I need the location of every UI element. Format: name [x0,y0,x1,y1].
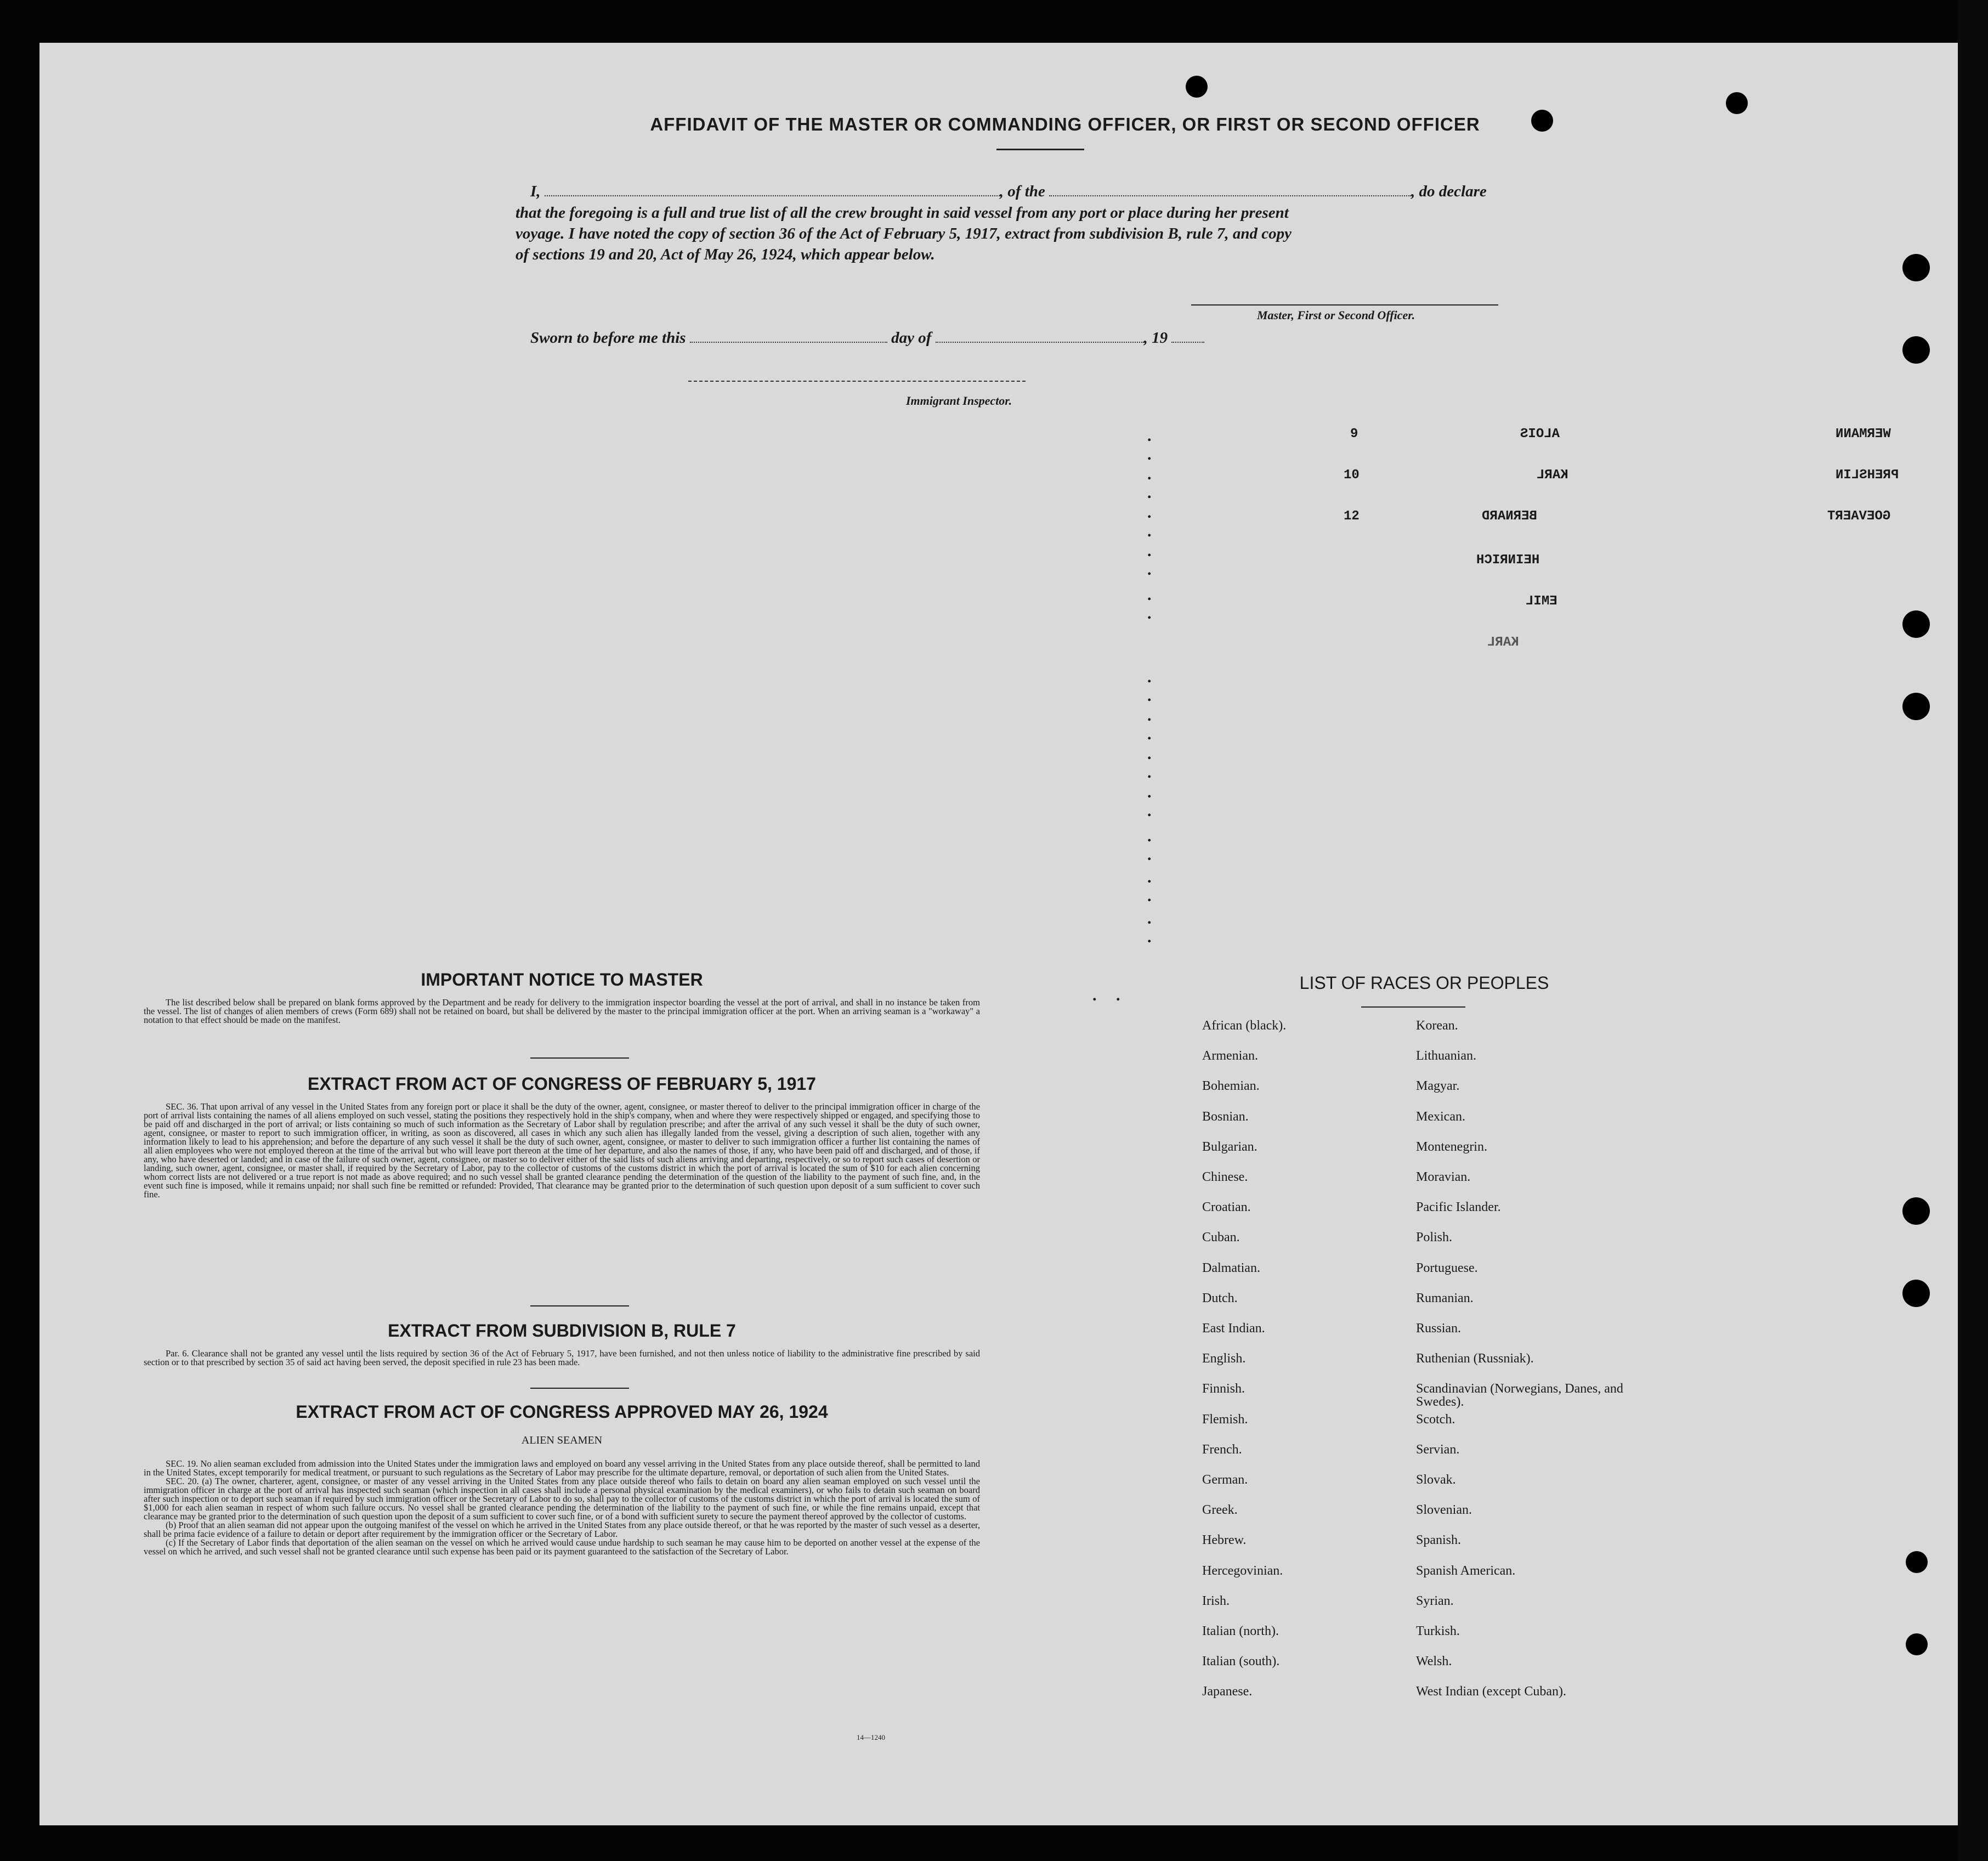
race-item: Lithuanian. [1416,1049,1476,1064]
race-item: French. [1202,1442,1242,1457]
race-item: West Indian (except Cuban). [1416,1684,1566,1699]
affidavit-line-2: that the foregoing is a full and true list of all the crew brought in said vessel from any port or place during her present [516,204,1289,222]
name-blank [545,195,1000,196]
master-caption: Master, First or Second Officer. [1257,308,1415,322]
race-item: Mexican. [1416,1109,1465,1124]
extract-1917-text: SEC. 36. That upon arrival of any vessel in the United States from any foreign port or place it shall be the duty of the owner, agent, consignee, or master thereof to deliver to the principal immigration officer in charge of the port of arrival lists containing the names of all aliens employed on such vessel, stating the positions they respectively hold in the ship's company, when and where they were respectively shipped or engaged, and specifying those to be paid off and discharged in the port of arrival; or lists containing so much of such information as the Secretary of Labor shall by regulation prescribe; and after the arrival of any such vessel it shall be the duty of such owner, agent, consignee, or master to report to such immigration officer, in writing, as soon as discovered, all cases in which any such alien has illegally landed from the vessel, giving a description of such alien, together with any information likely to lead to his apprehension; and before the departure of any such vessel it shall be the duty of such owner, agent, consignee, or master to deliver to such immigration officer a further list containing the names of all alien employees who were not employed thereon at the time of the arrival but who will leave port thereon at the time of her departure, and also the names of those, if any, who have been paid off and discharged, and of those, if any, who have deserted or landed; and in case of the failure of such owner, agent, consignee, or master so to deliver either of the said lists of such aliens arriving and departing, respectively, or so to report such cases of desertion or landing, such owner, agent, consignee, or master shall, if required by the Secretary of Labor, pay to the collector of customs of the customs district in which the port of arrival is located the sum of $10 for each alien concerning whom correct lists are not delivered or a true report is not made as above required; and no such vessel shall be granted clearance pending the determination of the question of the liability to the payment of such fine, and, in the event such fine is imposed, while it remains unpaid; nor shall such fine be remitted or refunded: Provided, That clearance may be granted prior to the determination of such question upon deposit of a sum sufficient to cover such fine. [144,1101,980,1200]
notice-text: The list described below shall be prepared on blank forms approved by the Department and be ready for delivery to the immigration inspector boarding the vessel at the port of arrival, and shall in no instance be taken from the vessel. The list of changes of alien members of crews (Form 689) shall not be retained on board, but shall be delivered by the master to the principal immigration officer at the port. When an arriving seaman is a "workaway" a notation to that effect should be made on the manifest. [144,997,980,1025]
race-item: Bohemian. [1202,1079,1260,1094]
sworn-year-blank [1171,341,1204,343]
race-item: Italian (south). [1202,1654,1280,1669]
races-title: LIST OF RACES OR PEOPLES [1299,973,1549,993]
race-item: Rumanian. [1416,1291,1474,1305]
race-item: Chinese. [1202,1170,1248,1184]
punch-hole [1186,76,1208,98]
divider [530,1057,629,1059]
race-item: Scotch. [1416,1412,1455,1427]
affidavit-line-3: voyage. I have noted the copy of section 36 of the Act of February 5, 1917, extract from subdivision B, rule 7, and copy [516,225,1292,242]
race-item: Greek. [1202,1503,1238,1518]
punch-hole [1906,1633,1928,1655]
race-item: Magyar. [1416,1079,1460,1094]
race-item: Russian. [1416,1321,1462,1336]
race-item: Flemish. [1202,1412,1248,1427]
race-item: Spanish American. [1416,1563,1516,1578]
race-item: Hebrew. [1202,1533,1247,1548]
race-item: Slovak. [1416,1473,1456,1487]
race-item: Armenian. [1202,1049,1258,1064]
race-item: Moravian. [1416,1170,1471,1184]
race-item: African (black). [1202,1019,1287,1033]
punch-hole [1726,92,1748,114]
affidavit-line-1: I, , of the , do declare [530,183,1487,200]
race-item: Bulgarian. [1202,1139,1258,1154]
affidavit-title: AFFIDAVIT OF THE MASTER OR COMMANDING OFFICER, OR FIRST OR SECOND OFFICER [650,114,1480,134]
race-item: Turkish. [1416,1624,1460,1638]
extract-1924-title: EXTRACT FROM ACT OF CONGRESS APPROVED MAY 26, 1924 [296,1402,828,1422]
race-item: Dalmatian. [1202,1260,1260,1275]
race-item: Scandinavian (Norwegians, Danes, and Swedes). [1416,1382,1623,1410]
sworn-line: Sworn to before me this day of , 19 [530,329,1204,347]
race-item: Montenegrin. [1416,1139,1487,1154]
affidavit-line-4: of sections 19 and 20, Act of May 26, 1924, which appear below. [516,246,935,263]
punch-hole [1902,1197,1930,1225]
extract-rule7-title: EXTRACT FROM SUBDIVISION B, RULE 7 [388,1321,736,1340]
race-item: Croatian. [1202,1200,1251,1215]
punch-hole [1531,110,1553,132]
race-item: Portuguese. [1416,1260,1478,1275]
punch-hole [1902,1280,1930,1307]
race-item: Italian (north). [1202,1624,1279,1638]
race-item: Slovenian. [1416,1503,1472,1518]
race-item: Dutch. [1202,1291,1238,1305]
punch-hole [1902,693,1930,720]
race-item: Syrian. [1416,1593,1454,1608]
punch-hole [1902,336,1930,364]
sec-20c: (c) If the Secretary of Labor finds that deportation of the alien seaman on the vessel on which he arrived would cause undue hardship to such seaman he may cause him to be deported on another vessel at the expense of the vessel on which he arrived, and such vessel shall not be granted clearance until such expense has been paid or its payment guaranteed to the satisfaction of the Secretary of Labor. [144,1537,980,1557]
punch-hole [1906,1551,1928,1573]
race-item: Irish. [1202,1593,1230,1608]
scan-border [1958,0,1988,1861]
divider [530,1305,629,1306]
race-item: Ruthenian (Russniak). [1416,1351,1534,1366]
race-item: Pacific Islander. [1416,1200,1501,1215]
title-rule [996,149,1084,150]
document-page: AFFIDAVIT OF THE MASTER OR COMMANDING OFFICER, OR FIRST OR SECOND OFFICER I, , of the , do declare that the foregoing is a full and true list of all the crew brought in said vessel from any port or place during her present voyage. I have noted the copy of section 36 of the Act of February 5, 1917, extract from subdivision B, rule 7, and copy of sections 19 and 20, Act of May 26, 1924, which appear below. Master, First or Second Officer. Sworn to before me this day of , 19 Immigrant Inspector. WERMANN ALOIS 9 PREHSLIN KARL 10 GOEVAERT BERNARD 12 HEINRICH EMIL KARL . . . . . . . . . . . . . . . . . . . . . . . . . . IMPORTANT NOTICE TO MASTER The list described below shall be prepared on blank forms approved by the Department and be ready for delivery to the immigration inspector boarding the vessel at the port of arrival, and shall in no instance be taken from the vessel. The list of changes of alien members of crews (Form 689) shall not be retained on board, but shall be delivered by the master to the principal immigration officer at the port. When an arriving seaman is a "workaway" a notation to that effect should be made on the manifest. EXTRACT FROM ACT OF CONGRESS OF FEBRUARY 5, 1917 SEC. 36. That upon arrival of any vessel in the United States from any foreign port or place it shall be the duty of the owner, agent, consignee, or master thereof to deliver to the principal immigration officer in charge of the port of arrival lists containing the names of all aliens employed on such vessel, stating the positions they respectively hold in the ship's company, when and where they were respectively shipped or engaged, and specifying those to be paid off and discharged in the port of arrival; or lists containing so much of such information as the Secretary of Labor shall by regulation prescribe; and after the arrival of any such vessel it shall be the duty of such owner, agent, consignee, or master to report to such immigration officer, in writing, as soon as discovered, all cases in which any such alien has illegally landed from the vessel, giving a description of such alien, together with any information likely to lead to his apprehension; and before the departure of any such vessel it shall be the duty of such owner, agent, consignee, or master to deliver to such immigration officer a further list containing the names of all alien employees who were not employed thereon at the time of the arrival but who will leave port thereon at the time of her departure, and also the names of those, if any, who have been paid off and discharged, and of those, if any, who have deserted or landed; and in case of the failure of such owner, agent, consignee, or master so to deliver either of the said lists of such aliens arriving and departing, respectively, or so to report such cases of desertion or landing, such owner, agent, consignee, or master shall, if required by the Secretary of Labor, pay to the collector of customs of the customs district in which the port of arrival is located the sum of $10 for each alien concerning whom correct lists are not delivered or a true report is not made as above required; and no such vessel shall be granted clearance pending the determination of the question of the liability to the payment of such fine, and, in the event such fine is imposed, while it remains unpaid; nor shall such fine be remitted or refunded: Provided, That clearance may be granted prior to the determination of such question upon deposit of a sum sufficient to cover such fine. EXTRACT FROM SUBDIVISION B, RULE 7 Par. 6. Clearance shall not be granted any vessel until the lists required by section 36 of the Act of February 5, 1917, have been furnished, and not then unless notice of liability to the administrative fine prescribed by said section or to that prescribed by section 35 of said act having been served, the deposit specified in rule 23 has been made. EXTRACT FROM ACT OF CONGRESS APPROVED MAY 26, 1924 ALIEN SEAMEN SEC. 19. No alien seaman excluded from admission into the United States under the immigration laws and employed on board any vessel arriving in the United States from any place outside thereof, shall be permitted to land in the United States, except temporarily for medical treatment, or pursuant to such regulations as the Secretary of Labor may prescribe for the ultimate departure, removal, or deportation of such alien from the United States. SEC. 20. (a) The owner, charterer, agent, consignee, or master of any vessel arriving in the United States from any place outside thereof who fails to detain on board any alien seaman employed on such vessel until the immigration officer in charge at the port of arrival has inspected such seaman (which inspection in all cases shall include a personal physical examination by the medical examiners), or who fails to detain such seaman on board after such inspection or to deport such seaman if required by such immigration officer or the Secretary of Labor to do so, shall pay to the collector of customs of the customs district in which the port of arrival is located the sum of $1,000 for each alien seaman in respect of whom such failure occurs. No vessel shall be granted clearance pending the determination of the liability to the payment of such fine, or while the fine remains unpaid, except that clearance may be granted prior to the determination of such question upon the deposit of a sum sufficient to cover such fine, or of a bond with sufficient surety to secure the payment thereof approved by the collector of customs. (b) Proof that an alien seaman did not appear upon the outgoing manifest of the vessel on which he arrived in the United States from any place outside thereof, or that he was reported by the master of such vessel as a deserter, shall be prima facie evidence of a failure to detain or deport after requirement by the immigration officer or the Secretary of Labor. (c) If the Secretary of Labor finds that deportation of the alien seaman on the vessel on which he arrived would cause undue hardship to such seaman he may cause him to be deported on another vessel at the expense of the vessel on which he arrived, and such vessel shall not be granted clearance until such expense has been paid or its payment guaranteed to the satisfaction of the Secretary of Labor. 14—1240 LIST OF RACES OR PEOPLES African (black). Armenian. Bohemian. Bosnian. Bulgarian. Chinese. Croatian. Cuban. Dalmatian. Dutch. East Indian. English. Finnish. Flemish. French. German. Greek. Hebrew. Hercegovinian. Irish. Italian (north). Italian (south). Japanese. Korean. Lithuanian. Magyar. Mexican. Montenegrin. Moravian. Pacific Islander. Polish. Portuguese. Rumanian. Russian. Ruthenian (Russniak). Scandinavian (Norwegians, Danes, and Swedes). Scotch. Servian. Slovak. Slovenian. Spanish. Spanish American. Syrian. Turkish. Welsh. West Indian (except Cuban). [39,43,1958,1825]
inspector-caption: Immigrant Inspector. [906,394,1012,408]
sec-20a: SEC. 20. (a) The owner, charterer, agent, consignee, or master of any vessel arriving in the United States from any place outside thereof who fails to detain on board any alien seaman employed on such vessel until the immigration officer in charge at the port of arrival has inspected such seaman (which inspection in all cases shall include a personal physical examination by the medical examiners), or who fails to detain such seaman on board after such inspection or to deport such seaman if required by such immigration officer or the Secretary of Labor to do so, shall pay to the collector of customs of the customs district in which the port of arrival is located the sum of $1,000 for each alien seaman in respect of whom such failure occurs. No vessel shall be granted clearance pending the determination of the liability to the payment of such fine, or while the fine remains unpaid, except that clearance may be granted prior to the determination of such question upon the deposit of a sum sufficient to cover such fine, or of a bond with sufficient surety to secure the payment thereof approved by the collector of customs. [144,1476,980,1521]
punch-hole [1902,610,1930,638]
race-item: Bosnian. [1202,1109,1249,1124]
race-item: Spanish. [1416,1533,1462,1548]
bleed-through-area: WERMANN ALOIS 9 PREHSLIN KARL 10 GOEVAERT BERNARD 12 HEINRICH EMIL KARL [1344,427,1899,650]
form-number: 14—1240 [857,1733,885,1741]
extract-1924-subtitle: ALIEN SEAMEN [521,1434,603,1446]
sec-19: SEC. 19. No alien seaman excluded from admission into the United States under the immigration laws and employed on board any vessel arriving in the United States from any place outside thereof, shall be permitted to land in the United States, except temporarily for medical treatment, or pursuant to such regulations as the Secretary of Labor may prescribe for the ultimate departure, removal, or deportation of such alien from the United States. [144,1458,980,1478]
race-item: East Indian. [1202,1321,1265,1336]
race-item: Finnish. [1202,1382,1245,1396]
race-item: Korean. [1416,1019,1458,1033]
punch-hole [1902,254,1930,281]
race-item: Servian. [1416,1442,1460,1457]
sworn-day-blank [690,341,887,343]
notice-title: IMPORTANT NOTICE TO MASTER [421,970,703,989]
extract-rule7-text: Par. 6. Clearance shall not be granted any vessel until the lists required by section 36 of the Act of February 5, 1917, have been furnished, and not then unless notice of liability to the administrative fine prescribed by said section or to that prescribed by section 35 of said act having been served, the deposit specified in rule 23 has been made. [144,1348,980,1367]
divider [1361,1006,1465,1008]
divider [530,1388,629,1389]
race-item: Welsh. [1416,1654,1452,1669]
race-item: Japanese. [1202,1684,1253,1699]
race-item: Polish. [1416,1230,1453,1245]
vessel-blank [1049,195,1411,196]
extract-1924-text [144,1460,980,1556]
race-item: English. [1202,1351,1246,1366]
race-item: German. [1202,1473,1248,1487]
sworn-month-blank [936,341,1144,343]
race-item: Hercegovinian. [1202,1563,1283,1578]
sec-20b: (b) Proof that an alien seaman did not appear upon the outgoing manifest of the vessel on which he arrived in the United States from any place outside thereof, or that he was reported by the master of such vessel as a deserter, shall be prima facie evidence of a failure to detain or deport after requirement by the immigration officer or the Secretary of Labor. [144,1520,980,1539]
race-item: Cuban. [1202,1230,1240,1245]
extract-1917-title: EXTRACT FROM ACT OF CONGRESS OF FEBRUARY 5, 1917 [308,1074,816,1094]
inspector-signature-line [688,381,1026,382]
master-signature-line [1191,304,1498,306]
